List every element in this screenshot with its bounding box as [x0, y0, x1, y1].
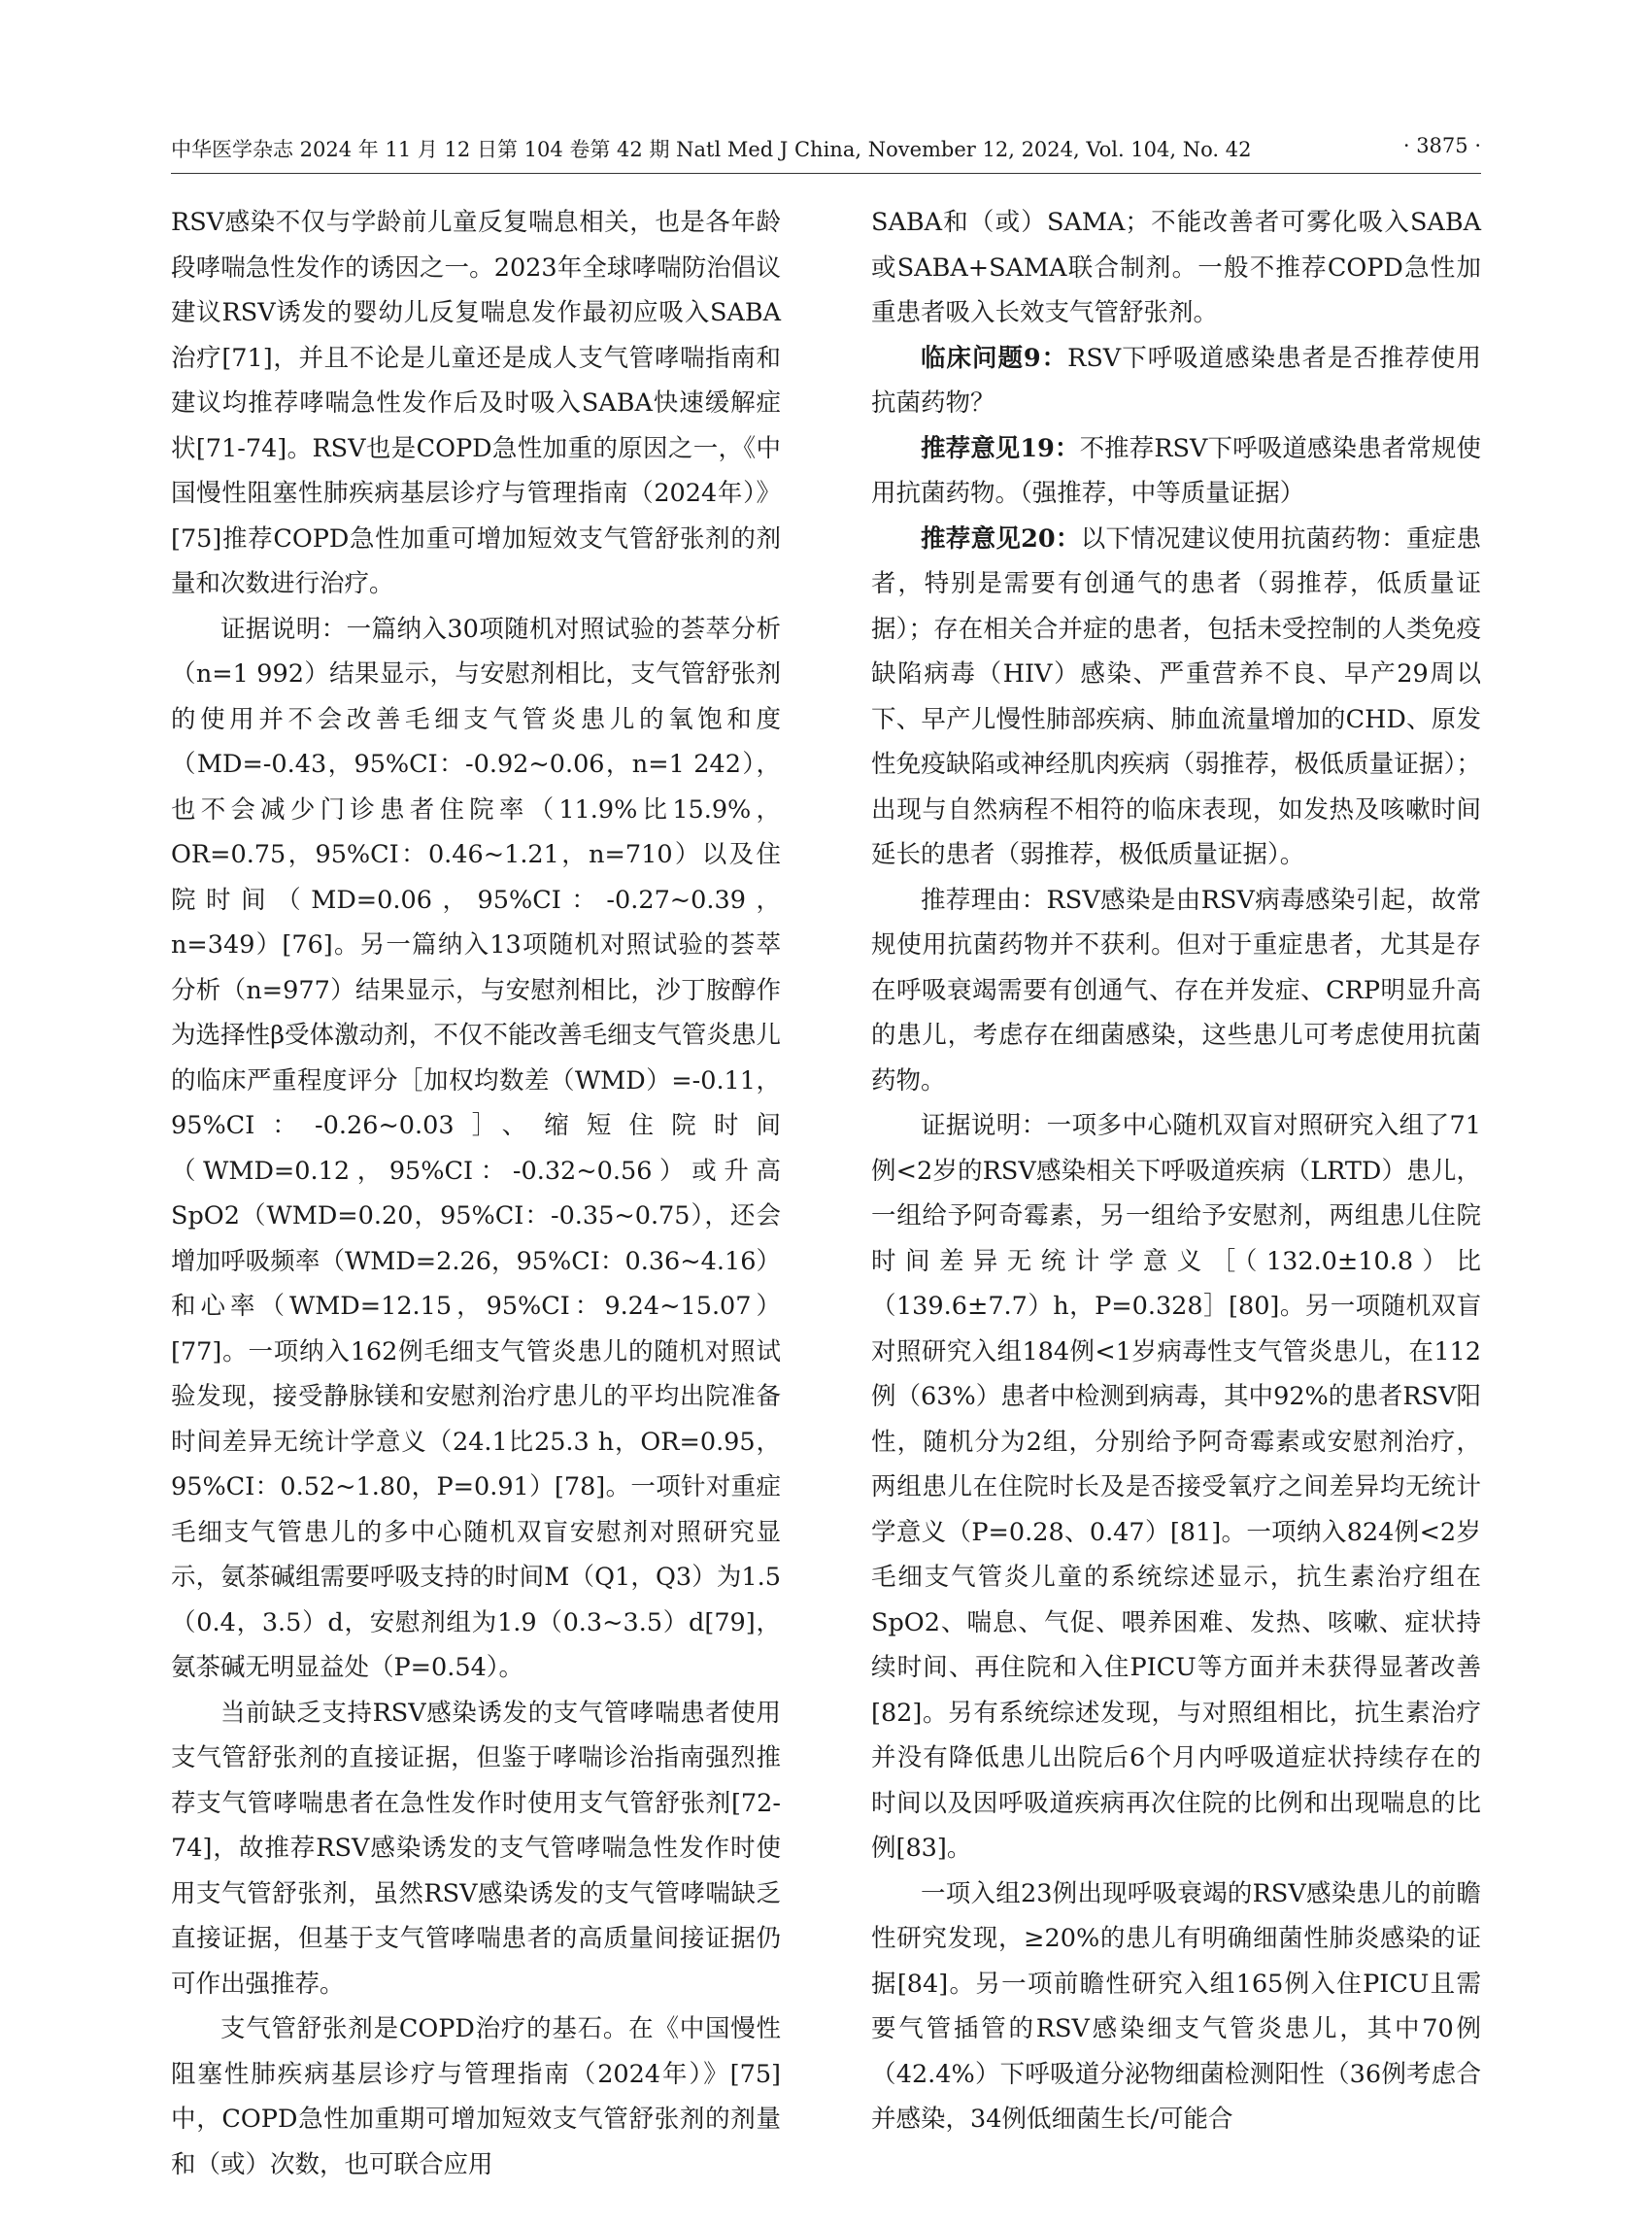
paragraph: 一项入组23例出现呼吸衰竭的RSV感染患儿的前瞻性研究发现，≥20%的患儿有明确细菌性肺炎感染的证据[84]。另一项前瞻性研究入组165例入住PICU且需要气管插管的RSV感染细支气管炎患儿，其中70例（42.4%）下呼吸道分泌物细菌检测阳性（36例考虑合并感染，34例低细菌生长/可能合: [871, 1878, 1481, 2134]
recommendation-19: [871, 426, 1481, 517]
recommendation-text: 不推荐RSV下呼吸道感染患者常规使用抗菌药物。（强推荐，中等质量证据）: [871, 433, 1481, 508]
paragraph: 支气管舒张剂是COPD治疗的基石。在《中国慢性阻塞性肺疾病基层诊疗与管理指南（2024年）》[75]中，COPD急性加重期可增加短效支气管舒张剂的剂量和（或）次数，也可联合应用: [171, 2014, 781, 2179]
page-number: · 3875 ·: [1402, 134, 1481, 157]
recommendation-label: 推荐意见19：: [921, 433, 1080, 463]
paragraph: 证据说明：一项多中心随机双盲对照研究入组了71例<2岁的RSV感染相关下呼吸道疾病（LRTD）患儿，一组给予阿奇霉素，另一组给予安慰剂，两组患儿住院时间差异无统计学意义［（132.0±10.8）比（139.6±7.7）h，P=0.328］[80]。另一项随机双盲对照研究入组184例<1岁病毒性支气管炎患儿，在112例（63%）患者中检测到病毒，其中92%的患者RSV阳性，随机分为2组，分别给予阿奇霉素或安慰剂治疗，两组患儿在住院时长及是否接受氧疗之间差异均无统计学意义（P=0.28、0.47）[81]。一项纳入824例<2岁毛细支气管炎儿童的系统综述显示，抗生素治疗组在SpO2、喘息、气促、喂养困难、发热、咳嗽、症状持续时间、再住院和入住PICU等方面并未获得显著改善[82]。另有系统综述发现，与对照组相比，抗生素治疗并没有降低患儿出院后6个月内呼吸道症状持续存在的时间以及因呼吸道疾病再次住院的比例和出现喘息的比例[83]。: [871, 1111, 1481, 1863]
question-text: RSV下呼吸道感染患者是否推荐使用抗菌药物？: [871, 343, 1481, 418]
left-column: [171, 200, 781, 2187]
clinical-question-9: [871, 336, 1481, 426]
question-label: 临床问题9：: [921, 343, 1068, 373]
recommendation-text: 以下情况建议使用抗菌药物：重症患者，特别是需要有创通气的患者（弱推荐，低质量证据）；存在相关合并症的患者，包括未受控制的人类免疫缺陷病毒（HIV）感染、严重营养不良、早产29周以下、早产儿慢性肺部疾病、肺血流量增加的CHD、原发性免疫缺陷或神经肌肉疾病（弱推荐，极低质量证据）；出现与自然病程不相符的临床表现，如发热及咳嗽时间延长的患者（弱推荐，极低质量证据）。: [871, 523, 1481, 869]
paragraph: 证据说明：一篇纳入30项随机对照试验的荟萃分析（n=1 992）结果显示，与安慰剂相比，支气管舒张剂的使用并不会改善毛细支气管炎患儿的氧饱和度（MD=-0.43，95%CI：-0.92~0.06，n=1 242），也不会减少门诊患者住院率（11.9%比15.9%，OR=0.75，95%CI：0.46~1.21，n=710）以及住院时间（MD=0.06，95%CI：-0.27~0.39，n=349）[76]。另一篇纳入13项随机对照试验的荟萃分析（n=977）结果显示，与安慰剂相比，沙丁胺醇作为选择性β受体激动剂，不仅不能改善毛细支气管炎患儿的临床严重程度评分［加权均数差（WMD）=-0.11，95%CI：-0.26~0.03］、缩短住院时间（WMD=0.12，95%CI：-0.32~0.56）或升高SpO2（WMD=0.20，95%CI：-0.35~0.75），还会增加呼吸频率（WMD=2.26，95%CI：0.36~4.16）和心率（WMD=12.15，95%CI：9.24~15.07）[77]。一项纳入162例毛细支气管炎患儿的随机对照试验发现，接受静脉镁和安慰剂治疗患儿的平均出院准备时间差异无统计学意义（24.1比25.3 h，OR=0.95，95%CI：0.52~1.80，P=0.91）[78]。一项针对重症毛细支气管患儿的多中心随机双盲安慰剂对照研究显示，氨茶碱组需要呼吸支持的时间M（Q1，Q3）为1.5（0.4，3.5）d，安慰剂组为1.9（0.3~3.5）d[79]，氨茶碱无明显益处（P=0.54）。: [171, 614, 781, 1682]
paragraph: SABA和（或）SAMA；不能改善者可雾化吸入SABA或SABA+SAMA联合制剂。一般不推荐COPD急性加重患者吸入长效支气管舒张剂。: [871, 208, 1481, 327]
paragraph: 当前缺乏支持RSV感染诱发的支气管哮喘患者使用支气管舒张剂的直接证据，但鉴于哮喘诊治指南强烈推荐支气管哮喘患者在急性发作时使用支气管舒张剂[72-74]，故推荐RSV感染诱发的支气管哮喘急性发作时使用支气管舒张剂，虽然RSV感染诱发的支气管哮喘缺乏直接证据，但基于支气管哮喘患者的高质量间接证据仍可作出强推荐。: [171, 1698, 781, 1999]
right-column: [871, 200, 1481, 2142]
journal-citation: 中华医学杂志 2024 年 11 月 12 日第 104 卷第 42 期 Natl Med J China, November 12, 2024, Vol. 104, No. 42: [171, 138, 1252, 161]
recommendation-20: [871, 517, 1481, 878]
paragraph: 推荐理由：RSV感染是由RSV病毒感染引起，故常规使用抗菌药物并不获利。但对于重症患者，尤其是存在呼吸衰竭需要有创通气、存在并发症、CRP明显升高的患儿，考虑存在细菌感染，这些患儿可考虑使用抗菌药物。: [871, 885, 1481, 1096]
running-header: [171, 134, 1481, 174]
recommendation-label: 推荐意见20：: [921, 523, 1081, 554]
paragraph: RSV感染不仅与学龄前儿童反复喘息相关，也是各年龄段哮喘急性发作的诱因之一。2023年全球哮喘防治倡议建议RSV诱发的婴幼儿反复喘息发作最初应吸入SABA治疗[71]，并且不论是儿童还是成人支气管哮喘指南和建议均推荐哮喘急性发作后及时吸入SABA快速缓解症状[71-74]。RSV也是COPD急性加重的原因之一，《中国慢性阻塞性肺疾病基层诊疗与管理指南（2024年）》[75]推荐COPD急性加重可增加短效支气管舒张剂的剂量和次数进行治疗。: [171, 208, 781, 598]
